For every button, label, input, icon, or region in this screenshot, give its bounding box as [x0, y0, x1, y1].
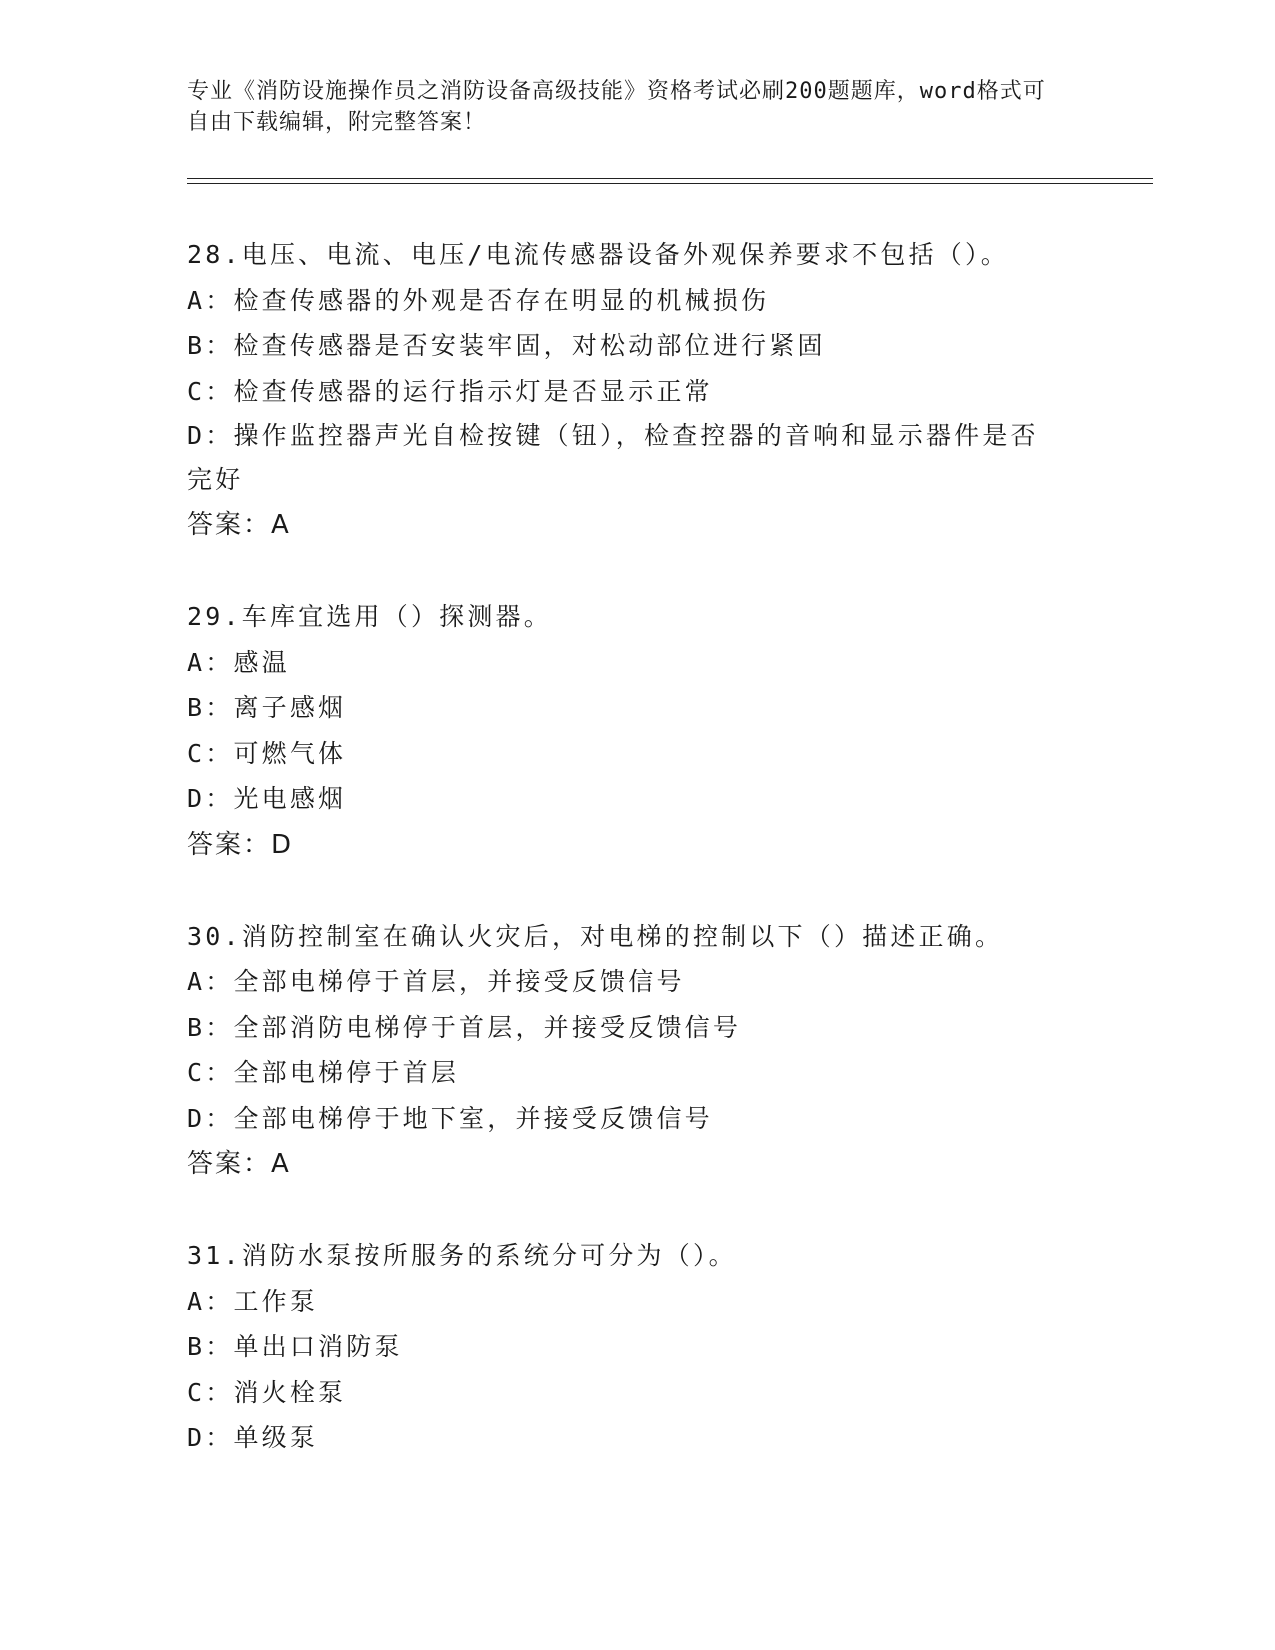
- option-d: D：光电感烟: [187, 784, 347, 813]
- question-31: [187, 1233, 1087, 1461]
- question-stem: 30.消防控制室在确认火灾后，对电梯的控制以下（）描述正确。: [187, 921, 1004, 951]
- option-a: A：工作泵: [187, 1286, 319, 1316]
- option-d: D：操作监控器声光自检按键（钮），检查控器的音响和显示器件是否完好: [187, 421, 1039, 494]
- option-a: A：全部电梯停于首层，并接受反馈信号: [187, 967, 685, 996]
- question-stem: 29.车库宜选用（）探测器。: [187, 602, 552, 631]
- question-stem: 31.消防水泵按所服务的系统分可分为（）。: [187, 1241, 737, 1270]
- question-stem: 28.电压、电流、电压/电流传感器设备外观保养要求不包括（）。: [187, 240, 1009, 269]
- answer-label: 答案：D: [187, 829, 294, 860]
- option-a: A：感温: [187, 647, 290, 677]
- option-a: A：检查传感器的外观是否存在明显的机械损伤: [187, 285, 770, 315]
- header-divider-bottom: [187, 183, 1153, 184]
- question-list: [187, 232, 1087, 1507]
- option-b: B：检查传感器是否安装牢固，对松动部位进行紧固: [187, 331, 826, 360]
- answer-label: 答案：A: [187, 510, 291, 540]
- question-29: [187, 594, 1087, 868]
- option-c: C：全部电梯停于首层: [187, 1058, 460, 1087]
- option-c: C：检查传感器的运行指示灯是否显示正常: [187, 376, 713, 406]
- option-b: B：单出口消防泵: [187, 1332, 403, 1361]
- option-b: B：全部消防电梯停于首层，并接受反馈信号: [187, 1012, 742, 1042]
- option-d: D：单级泵: [187, 1423, 319, 1452]
- question-28: [187, 232, 1087, 548]
- answer-label: 答案：A: [187, 1149, 291, 1179]
- option-b: B：离子感烟: [187, 693, 347, 722]
- option-c: C：可燃气体: [187, 738, 347, 768]
- document-header: 专业《消防设施操作员之消防设备高级技能》资格考试必刷200题题库，word格式可自由下载编辑，附完整答案！: [187, 79, 1046, 135]
- option-d: D：全部电梯停于地下室，并接受反馈信号: [187, 1103, 713, 1133]
- question-30: [187, 914, 1087, 1188]
- header-divider-top: [187, 178, 1153, 179]
- option-c: C：消火栓泵: [187, 1377, 347, 1407]
